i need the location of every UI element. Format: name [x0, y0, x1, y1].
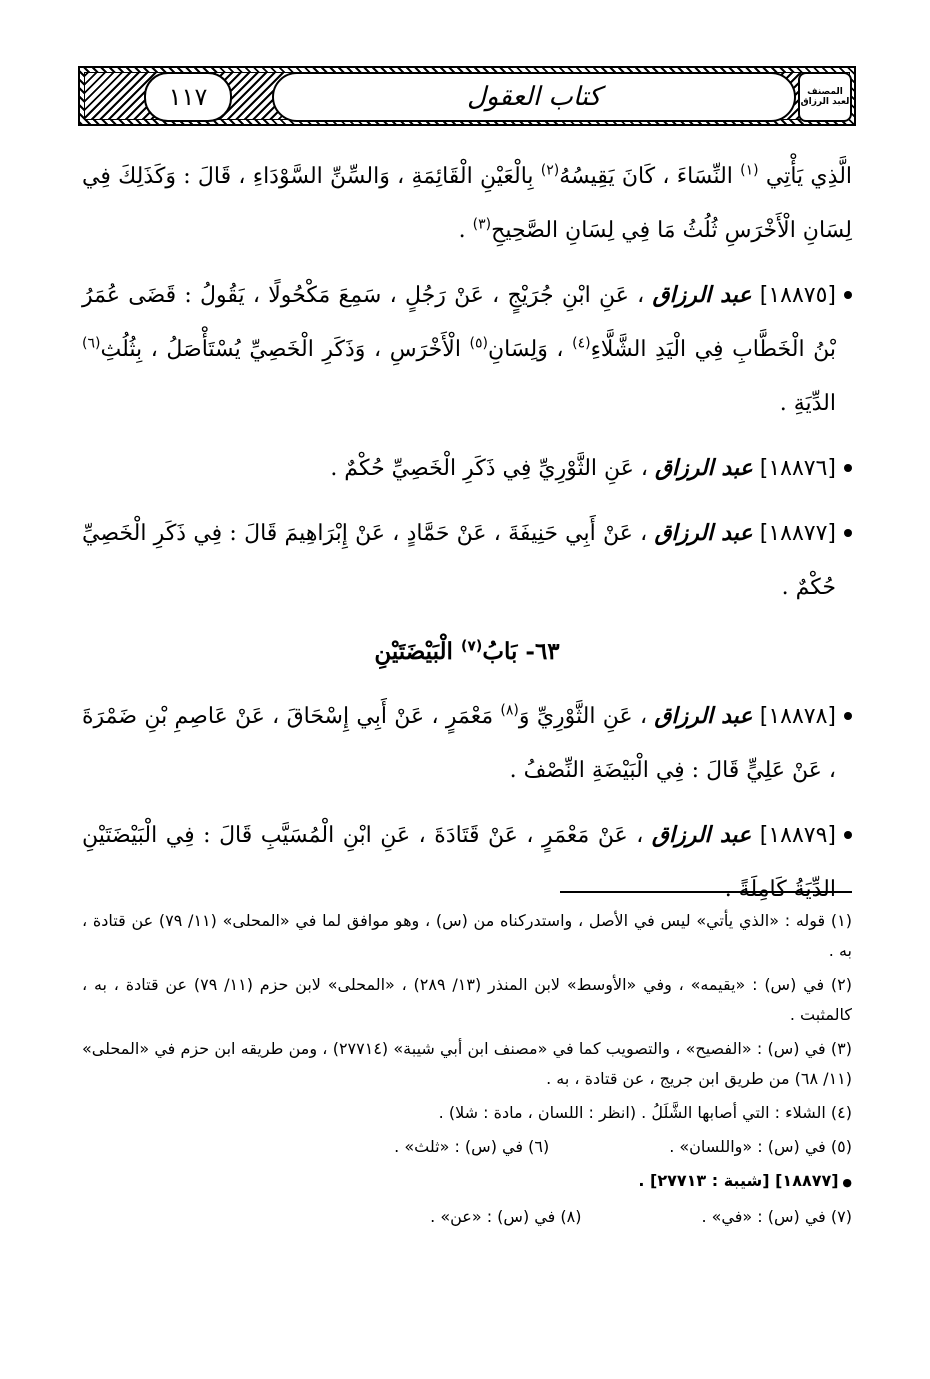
footnote-8: (٨) في (س) : «عن» . [430, 1207, 582, 1226]
footnote-ref: (٣) [472, 216, 492, 233]
text-span: الَّذِي يَأْتِي [765, 164, 853, 189]
footnote-row-7-8 [82, 1202, 852, 1232]
hadith-18879 [82, 808, 852, 917]
text-span: النِّسَاءَ ، كَانَ يَقِيسُهُ [559, 164, 733, 189]
text-span: ، عَنِ الثَّوْرِيِّ فِي ذَكَرِ الْخَصِيِّ حُكْمٌ . [330, 456, 648, 481]
footnote-ref: (٧) [460, 638, 483, 655]
text-span: . [458, 218, 473, 243]
narrator-name: عبد الرزاق [652, 282, 752, 308]
narrator-name: عبد الرزاق [654, 455, 753, 481]
running-title: كتاب العقول [466, 82, 602, 112]
footnote-5: (٥) في (س) : «واللسان» . [669, 1137, 852, 1156]
footnote-ref: (٦) [82, 335, 101, 352]
footnote-row-5-6 [82, 1132, 852, 1162]
text-span: ، عَنْ أَبِي حَنِيفَةَ ، عَنْ حَمَّادٍ ، عَنْ إِبْرَاهِيمَ قَالَ : فِي ذَكَرِ الْخَصِيِّ حُكْمٌ . [82, 521, 836, 600]
footnote-ref: (٢) [540, 162, 560, 179]
text-span: بِالْعَيْنِ الْقَائِمَةِ ، وَالسِّنِّ السَّوْدَاءِ ، قَالَ : وَكَذَلِكَ فِي لِسَانِ الْأَخْرَسِ ثُلُثُ مَا فِي لِسَانِ الصَّحِيحِ [82, 164, 852, 243]
book-emblem [798, 72, 852, 122]
hadith-number: [١٨٨٧٨] [759, 704, 837, 729]
footnote-7: (٧) في (س) : «في» . [701, 1207, 852, 1226]
footnote-6: (٦) في (س) : «ثلث» . [394, 1137, 550, 1156]
hadith-number: [١٨٨٧٥] [759, 283, 837, 308]
narrator-name: عبد الرزاق [654, 520, 753, 546]
footnote-4: (٤) الشلاء : التي أصابها الشَّلَلُ . (انظر : اللسان ، مادة : شلا) . [438, 1103, 852, 1122]
footnote-3: (٣) في (س) : «الفصيح» ، والتصويب كما في «مصنف ابن أبي شيبة» (٢٧٧١٤) ، ومن طريقه ابن حزم في «المحلى» (١١/ ٦٨) من طريق ابن جريج ، عن قتادة ، به . [82, 1039, 853, 1088]
bullet-icon [844, 291, 852, 299]
footnote-ref: (٤) [572, 335, 591, 352]
footnote-ref: (١) [740, 162, 759, 179]
continuation-paragraph [82, 150, 852, 258]
emblem-line-2: لعبد الرزاق [800, 97, 850, 107]
text-span: ، عَنْ مَعْمَرٍ ، عَنْ قَتَادَةَ ، عَنِ ابْنِ الْمُسَيَّبِ قَالَ : فِي الْبَيْضَتَيْنِ الدِّيَةُ كَامِلَةً . [82, 823, 836, 902]
footnote-ref: (٨) [500, 702, 519, 719]
chapter-heading [82, 625, 852, 679]
page-header [78, 66, 856, 126]
text-span: مَعْمَرٍ ، عَنْ أَبِي إِسْحَاقَ ، عَنْ عَاصِمِ بْنِ ضَمْرَةَ ، عَنْ عَلِيٍّ قَالَ : فِي الْبَيْضَةِ النِّصْفُ . [82, 704, 836, 783]
hadith-18877 [82, 506, 852, 615]
footnotes [82, 906, 852, 1236]
bullet-icon [844, 464, 852, 472]
main-text [82, 150, 852, 927]
footnote-1: (١) قوله : «الذي يأتي» ليس في الأصل ، واستدركناه من (س) ، وهو موافق لما في «المحلى» (١١/ ٧٩) عن قتادة ، به . [82, 911, 852, 960]
page-number: ١١٧ [168, 83, 208, 111]
chapter-title: الْبَيْضَتَيْنِ [374, 638, 453, 665]
footnote-reference: ● [١٨٨٧٧] [شيبة : ٢٧٧١٣] . [82, 1166, 852, 1198]
hadith-number: [١٨٨٧٧] [759, 521, 836, 546]
hadith-18876 [82, 441, 852, 496]
title-cartouche [272, 72, 796, 122]
hadith-number: [١٨٨٧٦] [759, 456, 836, 481]
page-number-cartouche [144, 72, 232, 122]
hadith-18878 [82, 689, 852, 798]
hadith-18875 [82, 268, 852, 431]
footnote-divider [560, 891, 852, 893]
text-span: الدِّيَةِ . [779, 391, 836, 416]
text-span: الْأَخْرَسِ ، وَذَكَرِ الْخَصِيِّ يُسْتَأْصَلُ ، بِثُلُثِ [100, 337, 461, 362]
text-span: ، وَلِسَانِ [488, 337, 564, 362]
text-span: ، عَنِ الثَّوْرِيِّ وَ [518, 704, 648, 729]
narrator-name: عبد الرزاق [654, 703, 753, 729]
text-span: ، عَنِ ابْنِ جُرَيْجٍ ، عَنْ رَجُلٍ ، سَمِعَ مَكْحُولًا ، يَقُولُ : قَضَى عُمَرُ بْنُ الْخَطَّابِ فِي الْيَدِ الشَّلَّاءِ [82, 283, 837, 362]
bullet-icon [844, 529, 852, 537]
footnote-2: (٢) في (س) : «يقيمه» ، وفي «الأوسط» لابن المنذر (١٣/ ٢٨٩) ، «المحلى» لابن حزم (١١/ ٧٩) عن قتادة ، به ، كالمثبت . [82, 975, 852, 1024]
hadith-number: [١٨٨٧٩] [759, 823, 837, 848]
bullet-icon [844, 831, 852, 839]
footnote-ref: (٥) [469, 335, 489, 352]
narrator-name: عبد الرزاق [651, 822, 752, 848]
bullet-icon [844, 712, 852, 720]
emblem-line-1: المصنف [807, 87, 843, 97]
chapter-prefix: ٦٣- بَابُ [482, 638, 560, 665]
